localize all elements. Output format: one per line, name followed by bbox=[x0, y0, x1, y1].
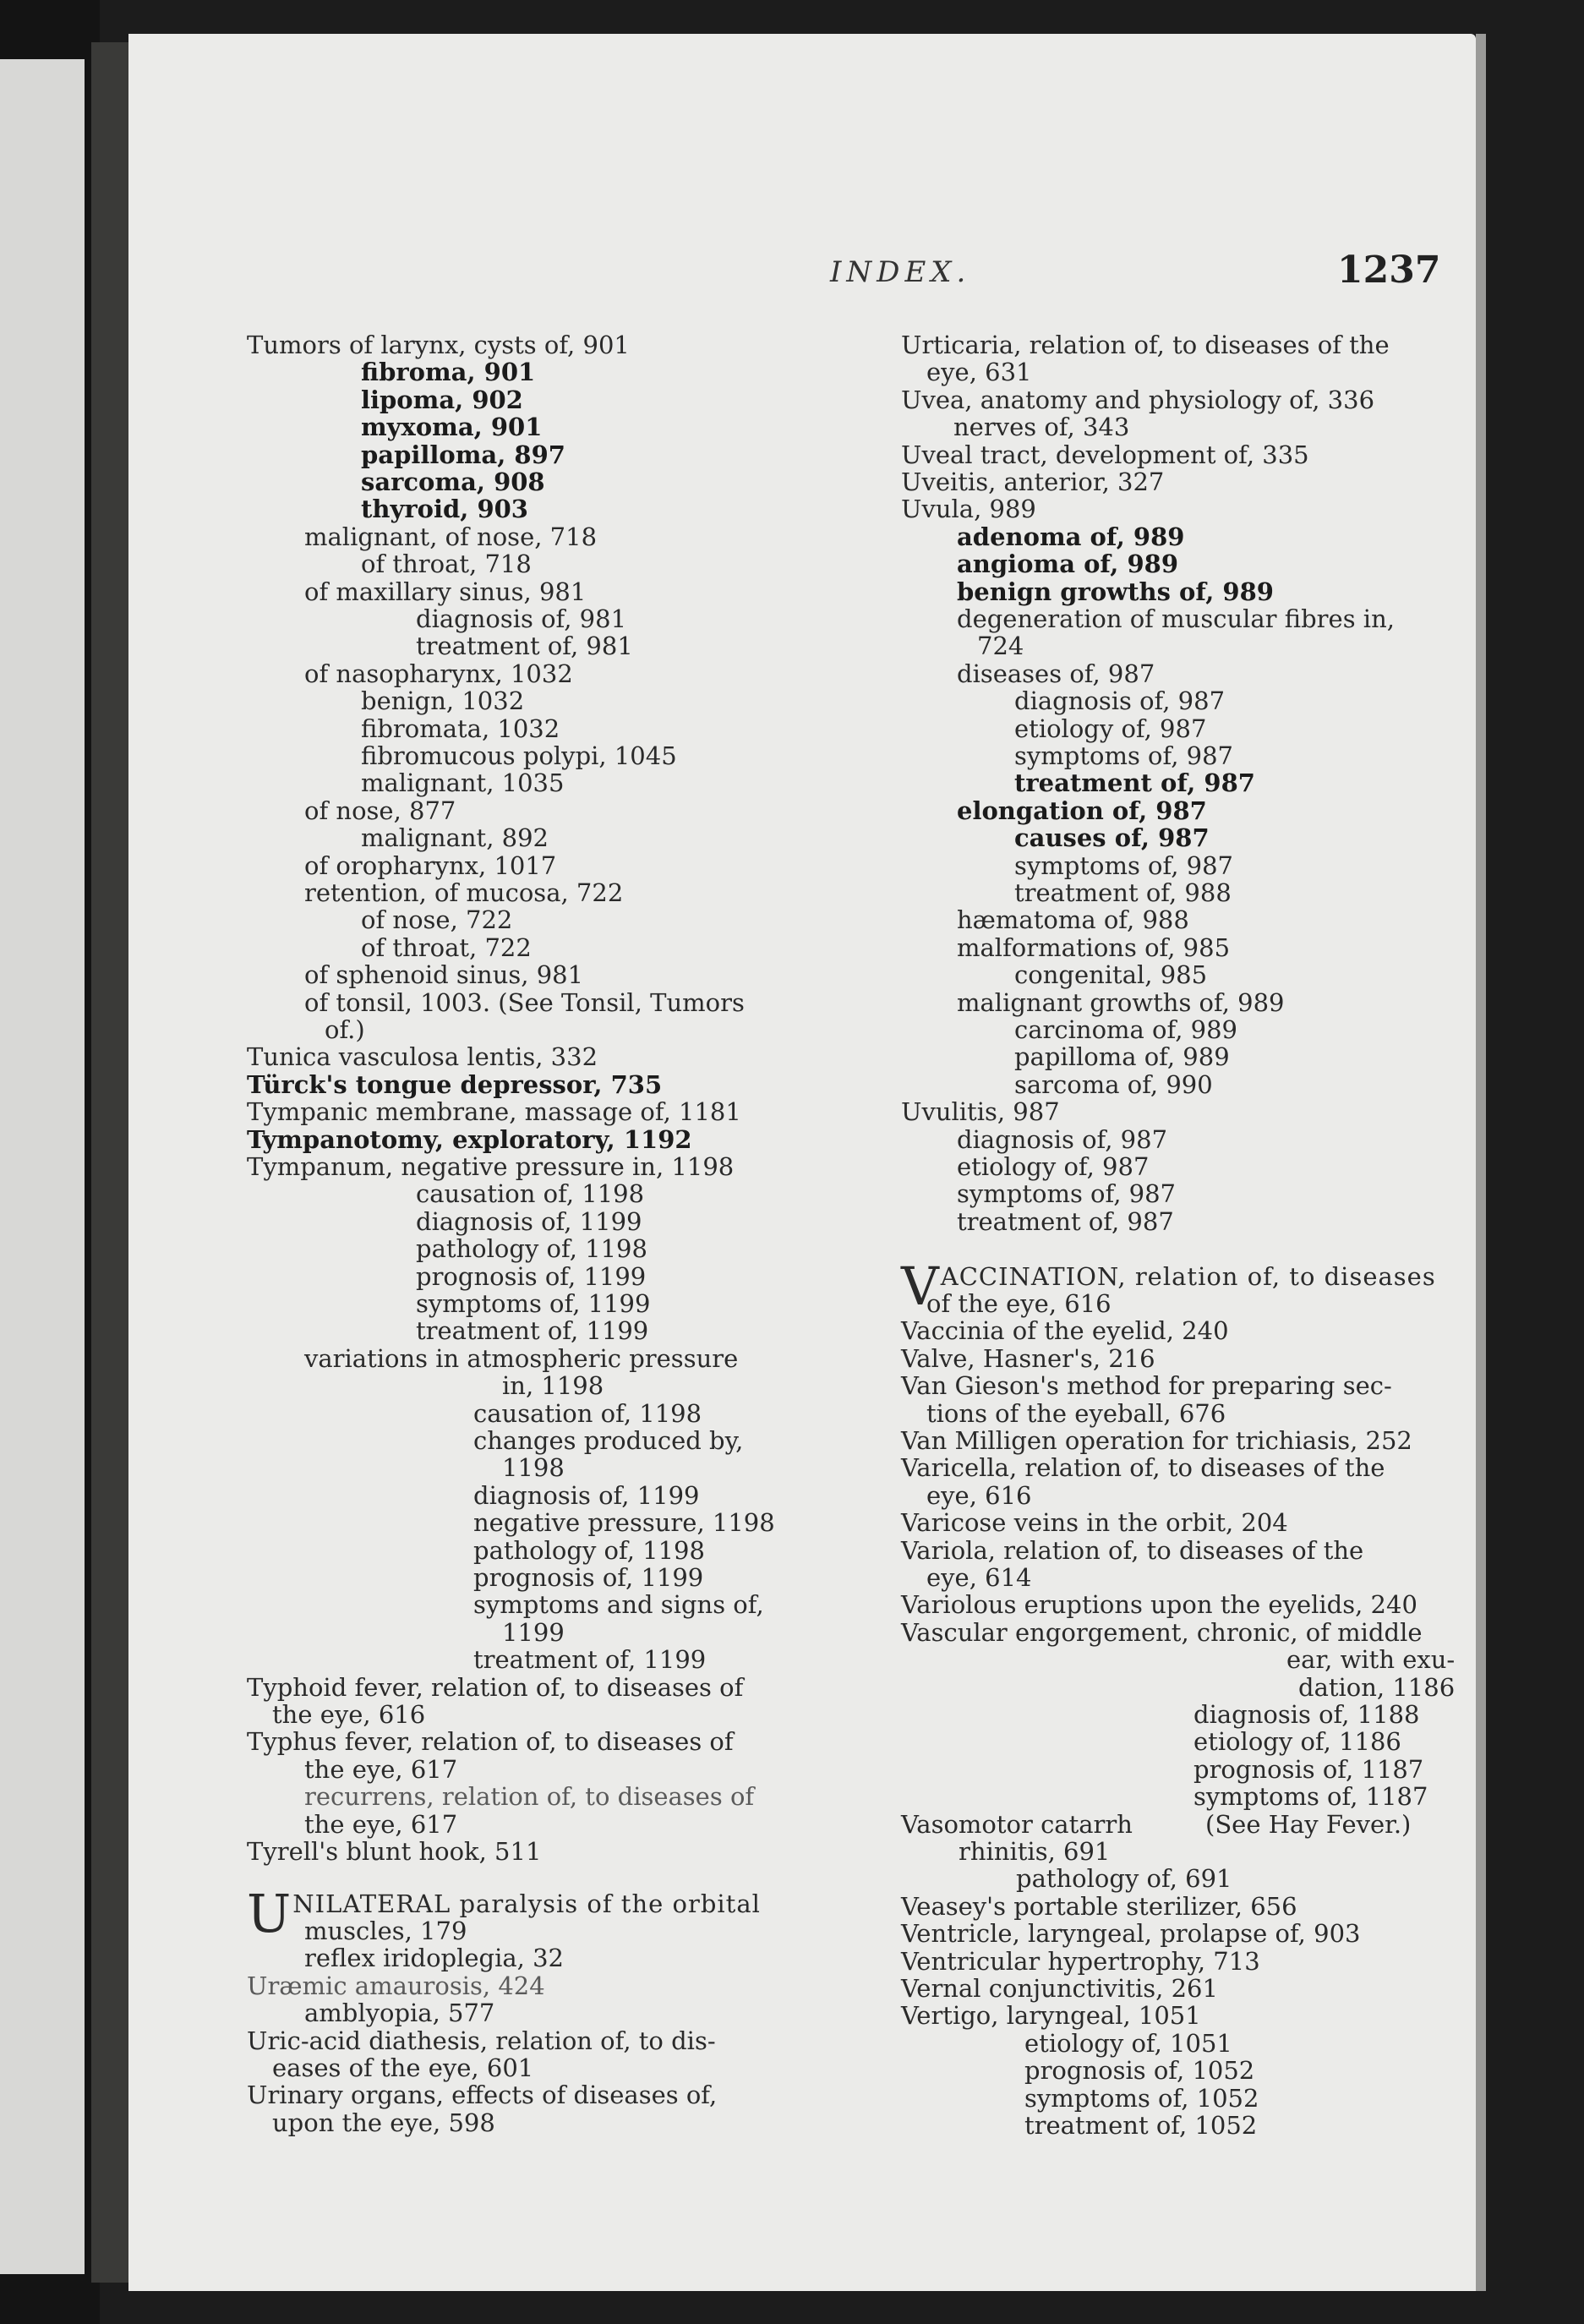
index-entry: Tympanic membrane, massage of, 1181 bbox=[247, 1097, 741, 1127]
index-entry: Typhus fever, relation of, to diseases of bbox=[247, 1727, 734, 1757]
index-entry: degeneration of muscular fibres in, bbox=[957, 604, 1395, 633]
index-entry: amblyopia, 577 bbox=[304, 1999, 495, 2028]
index-entry: eye, 631 bbox=[926, 358, 1032, 387]
index-entry: Van Gieson's method for preparing sec- bbox=[901, 1371, 1392, 1401]
index-entry: Uvulitis, 987 bbox=[901, 1097, 1060, 1127]
index-entry: myxoma, 901 bbox=[361, 413, 543, 442]
index-entry: diagnosis of, 987 bbox=[1014, 686, 1226, 716]
index-entry: upon the eye, 598 bbox=[272, 2108, 495, 2137]
index-entry: Typhoid fever, relation of, to diseases of bbox=[247, 1672, 744, 1702]
index-entry: of nasopharynx, 1032 bbox=[304, 659, 573, 688]
index-entry: benign growths of, 989 bbox=[957, 577, 1274, 606]
index-entry: Veasey's portable sterilizer, 656 bbox=[901, 1891, 1297, 1921]
index-entry: Varicella, relation of, to diseases of the bbox=[901, 1453, 1385, 1483]
index-entry: treatment of, 987 bbox=[1014, 768, 1255, 798]
index-entry: changes produced by, bbox=[473, 1426, 744, 1455]
index-entry: eye, 614 bbox=[926, 1563, 1032, 1592]
index-entry: Ventricular hypertrophy, 713 bbox=[901, 1946, 1260, 1976]
index-entry: prognosis of, 1199 bbox=[473, 1563, 704, 1592]
index-entry: symptoms of, 1199 bbox=[416, 1289, 651, 1318]
index-entry: diagnosis of, 1199 bbox=[473, 1480, 700, 1510]
index-entry: Uræmic amaurosis, 424 bbox=[247, 1971, 545, 2000]
index-entry: diseases of, 987 bbox=[957, 659, 1155, 688]
index-entry: diagnosis of, 1199 bbox=[416, 1206, 642, 1236]
index-entry: Uvula, 989 bbox=[901, 495, 1036, 524]
index-entry: Variolous eruptions upon the eyelids, 240 bbox=[901, 1590, 1417, 1620]
index-entry: eases of the eye, 601 bbox=[272, 2053, 534, 2082]
index-entry: sarcoma of, 990 bbox=[1014, 1069, 1213, 1099]
index-entry: etiology of, 1186 bbox=[1193, 1727, 1401, 1757]
index-entry: fibromucous polypi, 1045 bbox=[361, 741, 677, 770]
index-entry: Uveal tract, development of, 335 bbox=[901, 440, 1309, 469]
index-entry: Varicose veins in the orbit, 204 bbox=[901, 1508, 1288, 1538]
index-entry: elongation of, 987 bbox=[957, 796, 1207, 825]
index-entry: diagnosis of, 1188 bbox=[1193, 1700, 1420, 1729]
index-entry: prognosis of, 1199 bbox=[416, 1261, 647, 1291]
index-entry: symptoms and signs of, bbox=[473, 1590, 764, 1620]
index-entry: etiology of, 987 bbox=[1014, 714, 1207, 743]
index-entry: (See Hay Fever.) bbox=[1205, 1809, 1412, 1839]
index-entry: symptoms of, 987 bbox=[957, 1179, 1176, 1209]
index-entry: carcinoma of, 989 bbox=[1014, 1015, 1238, 1044]
index-entry: muscles, 179 bbox=[304, 1916, 467, 1945]
index-entry: Ventricle, laryngeal, prolapse of, 903 bbox=[901, 1919, 1361, 1949]
index-entry: causation of, 1198 bbox=[416, 1179, 645, 1209]
index-entry: of.) bbox=[325, 1015, 365, 1044]
index-entry: treatment of, 988 bbox=[1014, 878, 1232, 907]
index-entry: congenital, 985 bbox=[1014, 960, 1208, 990]
page-header bbox=[128, 249, 1476, 306]
index-entry-text: ACCINATION, relation of, to diseases bbox=[940, 1261, 1436, 1291]
index-entry: nerves of, 343 bbox=[953, 413, 1130, 442]
index-entry: symptoms of, 987 bbox=[1014, 850, 1233, 880]
index-entry: eye, 616 bbox=[926, 1480, 1032, 1510]
index-entry: Van Milligen operation for trichiasis, 252 bbox=[901, 1426, 1412, 1455]
index-entry: Vaccinia of the eyelid, 240 bbox=[901, 1316, 1229, 1346]
index-entry: fibromata, 1032 bbox=[361, 714, 560, 743]
page-right-edge bbox=[1476, 34, 1486, 2291]
index-entry: causation of, 1198 bbox=[473, 1398, 702, 1428]
index-entry: Tympanum, negative pressure in, 1198 bbox=[247, 1152, 735, 1181]
index-entry: tions of the eyeball, 676 bbox=[926, 1398, 1226, 1428]
drop-cap: V bbox=[901, 1255, 939, 1317]
index-entry: of maxillary sinus, 981 bbox=[304, 577, 587, 606]
index-entry: angioma of, 989 bbox=[957, 550, 1178, 579]
previous-page-edge bbox=[0, 59, 85, 2274]
index-entry: diagnosis of, 981 bbox=[416, 604, 627, 633]
index-entry: Türck's tongue depressor, 735 bbox=[247, 1069, 663, 1099]
index-entry: Uvea, anatomy and physiology of, 336 bbox=[901, 385, 1375, 414]
index-entry: treatment of, 987 bbox=[957, 1206, 1174, 1236]
index-entry: of sphenoid sinus, 981 bbox=[304, 960, 584, 990]
index-entry: of oropharynx, 1017 bbox=[304, 850, 557, 880]
index-entry: treatment of, 1199 bbox=[416, 1316, 649, 1346]
index-entry: recurrens, relation of, to diseases of bbox=[304, 1782, 755, 1812]
index-entry: pathology of, 1198 bbox=[473, 1535, 705, 1565]
index-entry: treatment of, 981 bbox=[416, 632, 633, 661]
index-entry: in, 1198 bbox=[502, 1371, 604, 1401]
index-entry: treatment of, 1199 bbox=[473, 1645, 707, 1675]
index-entry: fibroma, 901 bbox=[361, 358, 536, 387]
index-entry: the eye, 616 bbox=[272, 1700, 426, 1729]
index-entry: Urinary organs, effects of diseases of, bbox=[247, 2081, 718, 2110]
index-entry: diagnosis of, 987 bbox=[957, 1124, 1168, 1154]
index-entry: of throat, 722 bbox=[361, 932, 532, 962]
index-entry: 1199 bbox=[502, 1617, 565, 1647]
index-entry: Uric-acid diathesis, relation of, to dis- bbox=[247, 2026, 716, 2055]
index-entry: hæmatoma of, 988 bbox=[957, 905, 1189, 935]
index-entry: variations in atmospheric pressure bbox=[304, 1343, 739, 1373]
index-entry: Variola, relation of, to diseases of the bbox=[901, 1535, 1364, 1565]
index-entry: pathology of, 1198 bbox=[416, 1234, 647, 1264]
index-entry: rhinitis, 691 bbox=[959, 1837, 1111, 1866]
index-entry: prognosis of, 1052 bbox=[1024, 2056, 1255, 2086]
index-entry: Tyrell's blunt hook, 511 bbox=[247, 1837, 542, 1866]
index-page bbox=[128, 34, 1476, 2291]
index-entry: symptoms of, 987 bbox=[1014, 741, 1233, 770]
index-entry: symptoms of, 1052 bbox=[1024, 2083, 1259, 2113]
index-entry: Tympanotomy, exploratory, 1192 bbox=[247, 1124, 692, 1154]
index-entry: ear, with exu- bbox=[1286, 1645, 1456, 1675]
index-entry: prognosis of, 1187 bbox=[1193, 1754, 1424, 1784]
index-entry: Tumors of larynx, cysts of, 901 bbox=[247, 331, 630, 359]
index-entry: Vasomotor catarrh bbox=[901, 1809, 1133, 1839]
index-entry: papilloma of, 989 bbox=[1014, 1042, 1230, 1072]
index-entry: Valve, Hasner's, 216 bbox=[901, 1343, 1155, 1373]
index-entry: sarcoma, 908 bbox=[361, 468, 545, 496]
index-entry: reflex iridoplegia, 32 bbox=[304, 1944, 565, 1973]
index-entry: of tonsil, 1003. (See Tonsil, Tumors bbox=[304, 987, 745, 1017]
running-title: INDEX. bbox=[830, 255, 971, 289]
index-entry: Vernal conjunctivitis, 261 bbox=[901, 1974, 1218, 2003]
index-entry: treatment of, 1052 bbox=[1024, 2111, 1258, 2140]
index-entry: benign, 1032 bbox=[361, 686, 525, 716]
index-entry: pathology of, 691 bbox=[1016, 1864, 1232, 1894]
index-entry: causes of, 987 bbox=[1014, 823, 1210, 853]
index-entry: etiology of, 1051 bbox=[1024, 2028, 1232, 2058]
index-entry: Vascular engorgement, chronic, of middle bbox=[901, 1617, 1423, 1647]
page-number: 1237 bbox=[1337, 249, 1441, 292]
index-entry: lipoma, 902 bbox=[361, 385, 523, 414]
index-entry: 1198 bbox=[502, 1453, 565, 1483]
index-entry: etiology of, 987 bbox=[957, 1152, 1150, 1181]
index-entry: malformations of, 985 bbox=[957, 932, 1231, 962]
index-entry: symptoms of, 1187 bbox=[1193, 1782, 1428, 1812]
index-entry: negative pressure, 1198 bbox=[473, 1508, 775, 1538]
index-entry: thyroid, 903 bbox=[361, 495, 528, 524]
index-entry: adenoma of, 989 bbox=[957, 522, 1185, 551]
index-entry: of nose, 877 bbox=[304, 796, 456, 825]
index-entry: of throat, 718 bbox=[361, 550, 532, 579]
index-entry: malignant, of nose, 718 bbox=[304, 522, 598, 551]
index-entry: of nose, 722 bbox=[361, 905, 513, 935]
index-entry: 724 bbox=[977, 632, 1024, 661]
index-entry: malignant, 1035 bbox=[361, 768, 565, 798]
index-entry-text: NILATERAL paralysis of the orbital bbox=[292, 1889, 761, 1918]
index-entry: the eye, 617 bbox=[304, 1754, 458, 1784]
index-entry: Tunica vasculosa lentis, 332 bbox=[247, 1042, 598, 1072]
index-entry: of the eye, 616 bbox=[926, 1289, 1112, 1318]
drop-cap: U bbox=[247, 1882, 292, 1944]
page-binding-edge bbox=[91, 42, 132, 2283]
index-entry: Vertigo, laryngeal, 1051 bbox=[901, 2001, 1201, 2031]
index-entry: papilloma, 897 bbox=[361, 440, 565, 469]
index-entry: retention, of mucosa, 722 bbox=[304, 878, 624, 907]
index-entry: Uveitis, anterior, 327 bbox=[901, 468, 1165, 496]
index-entry: Urticaria, relation of, to diseases of the bbox=[901, 331, 1390, 359]
index-entry: malignant growths of, 989 bbox=[957, 987, 1285, 1017]
index-entry: dation, 1186 bbox=[1298, 1672, 1456, 1702]
index-entry: malignant, 892 bbox=[361, 823, 549, 853]
index-entry: the eye, 617 bbox=[304, 1809, 458, 1839]
